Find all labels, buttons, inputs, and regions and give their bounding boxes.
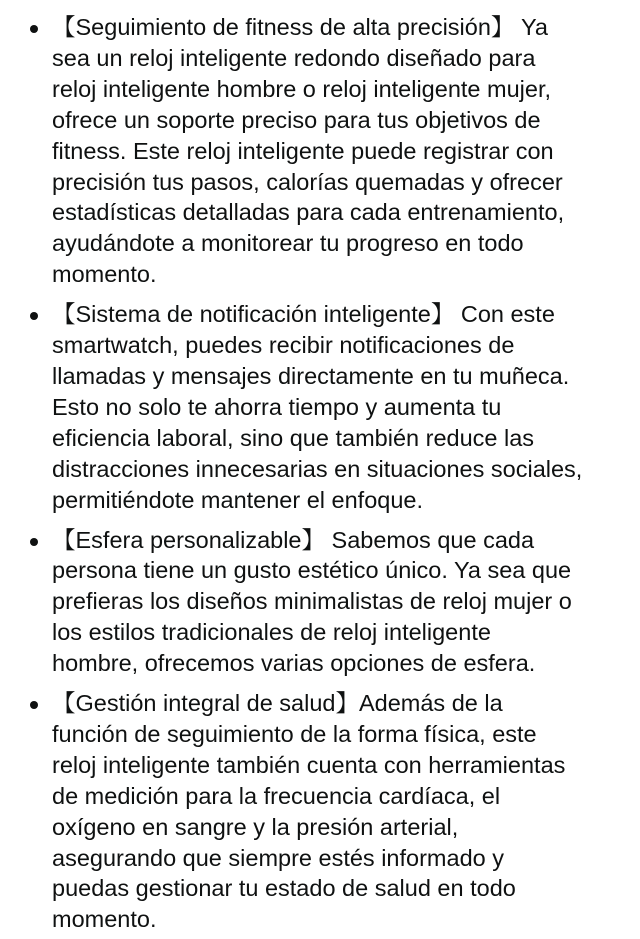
bullet-text-line: de medición para la frecuencia cardíaca, el [52,782,501,809]
bullet-dot-icon [30,538,38,546]
bullet-text-line: llamadas y mensajes directamente en tu muñeca. [52,362,570,389]
bullet-text-line: prefieras los diseños minimalistas de reloj mujer o [52,588,572,615]
bullet-text-line: persona tiene un gusto estético único. Ya sea que [52,557,572,584]
bullet-dot-icon [30,25,38,33]
bullet-text-line: reloj inteligente hombre o reloj inteligente mujer, [52,75,552,102]
bullet-text-line: los estilos tradicionales de reloj inteligente [52,619,491,646]
bullet-text-line: precisión tus pasos, calorías quemadas y ofrecer [52,168,563,195]
bullet-text-line: 【Esfera personalizable】 Sabemos que cada [52,526,535,553]
feature-bullet [0,688,640,935]
bullet-text-line: estadísticas detalladas para cada entrenamiento, [52,199,565,226]
bullet-dot-icon [30,701,38,709]
bullet-text-line: Esto no solo te ahorra tiempo y aumenta tu [52,393,502,420]
bullet-text-line: smartwatch, puedes recibir notificaciones de [52,332,515,359]
bullet-text-line: sea un reloj inteligente redondo diseñado para [52,44,536,71]
bullet-text-line: distracciones innecesarias en situaciones sociales, [52,455,583,482]
bullet-text-line: eficiencia laboral, sino que también reduce las [52,424,535,451]
bullet-text-line: fitness. Este reloj inteligente puede registrar con [52,137,554,164]
feature-bullet [0,12,640,290]
bullet-text-line: 【Sistema de notificación inteligente】 Con este [52,301,555,328]
bullet-text-line: 【Gestión integral de salud】Además de la [52,690,503,717]
bullet-text-line: 【Seguimiento de fitness de alta precisión】 Ya [52,14,548,40]
bullet-text-line: permitiéndote mantener el enfoque. [52,486,424,513]
bullet-text-line: reloj inteligente también cuenta con herramientas [52,751,566,778]
bullet-text-line: asegurando que siempre estés informado y [52,844,504,871]
bullet-text-line: ayudándote a monitorear tu progreso en todo [52,230,524,257]
bullet-text-line: momento. [52,261,157,288]
bullet-dot-icon [30,312,38,320]
bullet-text-line: oxígeno en sangre y la presión arterial, [52,813,459,840]
bullet-text-line: función de seguimiento de la forma física, este [52,720,537,747]
bullet-text-line: puedas gestionar tu estado de salud en todo [52,875,516,902]
bullet-text-line: ofrece un soporte preciso para tus objetivos de [52,106,541,133]
feature-bullet [0,299,640,515]
bullet-text-line: hombre, ofrecemos varias opciones de esfera. [52,650,536,677]
bullet-text-line: momento. [52,906,157,933]
feature-bullet [0,525,640,680]
